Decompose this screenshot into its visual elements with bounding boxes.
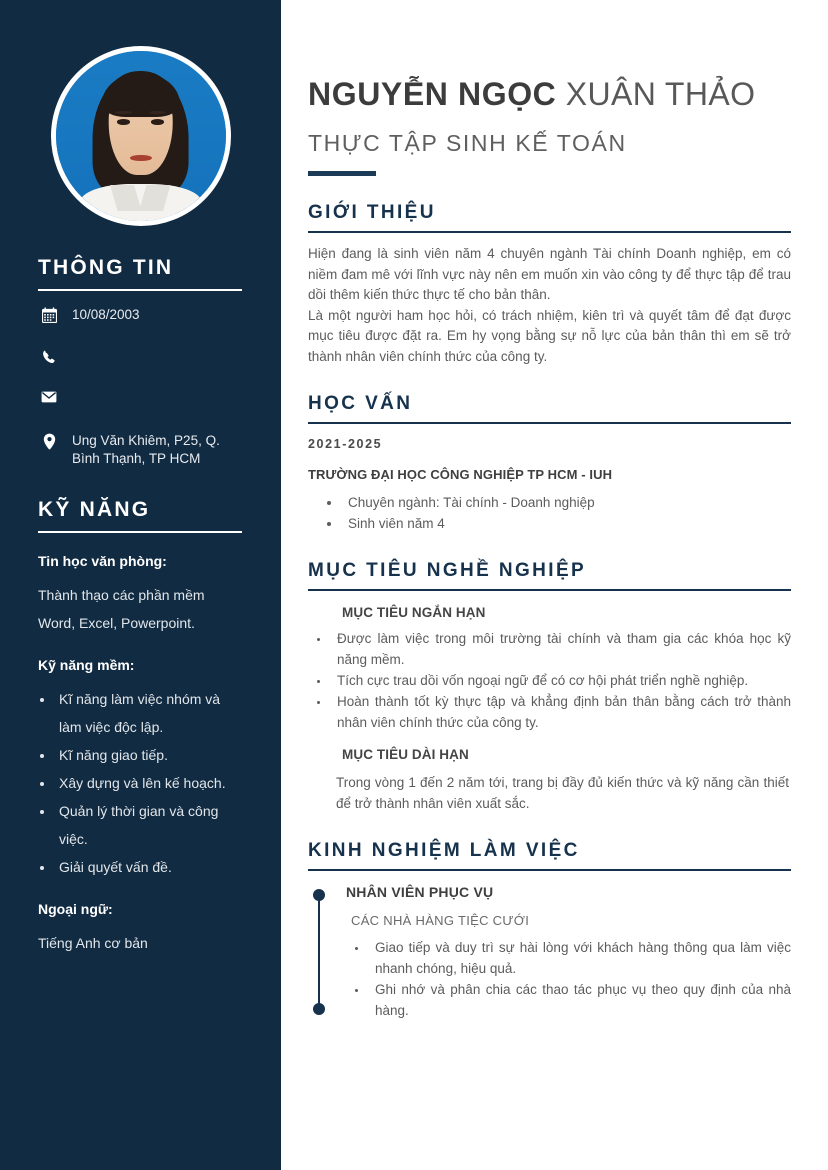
header-block [308, 76, 791, 176]
list-item: • Giải quyết vấn đề. [55, 853, 243, 881]
contact-list [38, 306, 243, 468]
info-section [0, 256, 281, 468]
address-value: Ung Văn Khiêm, P25, Q. Bình Thạnh, TP HCM [72, 433, 220, 466]
list-item: • Chuyên ngành: Tài chính - Doanh nghiệp [342, 492, 791, 513]
skills-heading-rule [38, 531, 242, 533]
portrait-lips [129, 155, 151, 162]
portrait-hair-front [101, 73, 179, 117]
phone-icon [38, 348, 60, 365]
portrait-eye-right [151, 119, 165, 125]
info-heading-rule [38, 289, 242, 291]
title-accent-bar [308, 171, 376, 176]
intro-paragraph-1: Hiện đang là sinh viên năm 4 chuyên ngành Tài chính Doanh nghiệp, em có niềm đam mê với lĩnh vực này nên em muốn xin vào công ty để thực tập để trau dồi thêm kiến thức thực tế cho bản thân. [308, 246, 791, 302]
name-last: XUÂN THẢO [565, 76, 756, 112]
soft-skills-label: Kỹ năng mềm: [38, 657, 135, 673]
skills-section [0, 498, 281, 957]
page-title [308, 76, 791, 113]
education-school: TRƯỜNG ĐẠI HỌC CÔNG NGHIỆP TP HCM - IUH [308, 467, 613, 482]
portrait-brow-right [149, 111, 166, 114]
experience-entry [308, 884, 791, 1021]
birthdate-value: 10/08/2003 [72, 307, 140, 322]
timeline-dot-end [313, 1003, 325, 1015]
job-title: THỰC TẬP SINH KẾ TOÁN [308, 130, 627, 156]
list-item: • Giao tiếp và duy trì sự hài lòng với khách hàng thông qua làm việc nhanh chóng, hiệu quả. [368, 937, 791, 979]
education-heading-rule [308, 422, 791, 424]
portrait-photo [56, 51, 226, 221]
intro-paragraph-2: Là một người ham học hỏi, có trách nhiệm, kiên trì và quyết tâm để đạt được mục tiêu được đặt ra. Em hy vọng bằng sự nỗ lực của bản thân thì em sẽ trở thành nhân viên chính thức của công ty. [308, 307, 791, 364]
list-item: • Kĩ năng làm việc nhóm và làm việc độc lập. [55, 685, 243, 741]
experience-place: CÁC NHÀ HÀNG TIỆC CƯỚI [351, 913, 530, 928]
main-content [281, 0, 828, 1170]
list-item: • Hoàn thành tốt kỳ thực tập và khẳng định bản thân bằng cách trở thành nhân viên chính thức của công ty. [330, 691, 791, 733]
list-item: • Xây dựng và lên kế hoạch. [55, 769, 243, 797]
email-icon [38, 390, 60, 403]
office-skills-label: Tin học văn phòng: [38, 553, 167, 569]
long-term-text: Trong vòng 1 đến 2 năm tới, trang bị đầy đủ kiến thức và kỹ năng cần thiết để trở thành nhân viên xuất sắc. [336, 775, 789, 811]
name-first: NGUYỄN NGỌC [308, 76, 557, 112]
office-skills-text: Thành thạo các phần mềm Word, Excel, Powerpoint. [38, 587, 205, 631]
list-item: • Sinh viên năm 4 [342, 513, 791, 534]
portrait-eye-left [117, 119, 131, 125]
contact-row-email [38, 390, 243, 424]
experience-heading: KINH NGHIỆM LÀM VIỆC [308, 840, 580, 861]
timeline-dot-start [313, 889, 325, 901]
list-item: • Ghi nhớ và phân chia các thao tác phục vụ theo quy định của nhà hàng. [368, 979, 791, 1021]
contact-row-phone [38, 348, 243, 382]
sidebar [0, 0, 281, 1170]
timeline-line [318, 894, 320, 1010]
soft-skills-list [55, 685, 243, 881]
experience-list [368, 937, 791, 1021]
info-heading: THÔNG TIN [38, 256, 174, 279]
intro-heading: GIỚI THIỆU [308, 202, 436, 223]
education-heading: HỌC VẤN [308, 393, 413, 414]
portrait-collar [79, 184, 201, 226]
list-item: • Quản lý thời gian và công việc. [55, 797, 243, 853]
language-label: Ngoại ngữ: [38, 901, 113, 917]
intro-heading-rule [308, 231, 791, 233]
short-term-label: MỤC TIÊU NGẮN HẠN [342, 605, 486, 620]
education-list [342, 492, 791, 534]
experience-role: NHÂN VIÊN PHỤC VỤ [346, 884, 494, 900]
intro-section [308, 202, 791, 367]
experience-timeline [313, 889, 325, 1015]
objectives-section [308, 560, 791, 814]
location-pin-icon [38, 432, 60, 450]
education-years: 2021-2025 [308, 437, 383, 451]
list-item: • Được làm việc trong môi trường tài chính và tham gia các khóa học kỹ năng mềm. [330, 628, 791, 670]
contact-row-address [38, 432, 243, 468]
list-item: • Kĩ năng giao tiếp. [55, 741, 243, 769]
portrait-brow-left [115, 111, 132, 114]
long-term-label: MỤC TIÊU DÀI HẠN [342, 747, 469, 762]
education-section [308, 393, 791, 534]
language-text: Tiếng Anh cơ bản [38, 935, 148, 951]
skills-heading: KỸ NĂNG [38, 498, 151, 521]
list-item: • Tích cực trau dồi vốn ngoại ngữ để có cơ hội phát triển nghề nghiệp. [330, 670, 791, 691]
objectives-heading: MỤC TIÊU NGHỀ NGHIỆP [308, 560, 587, 581]
experience-section [308, 840, 791, 1021]
short-term-list [330, 628, 791, 733]
objectives-heading-rule [308, 589, 791, 591]
calendar-icon [38, 306, 60, 323]
avatar [51, 46, 231, 226]
contact-row-birthdate [38, 306, 243, 340]
experience-heading-rule [308, 869, 791, 871]
